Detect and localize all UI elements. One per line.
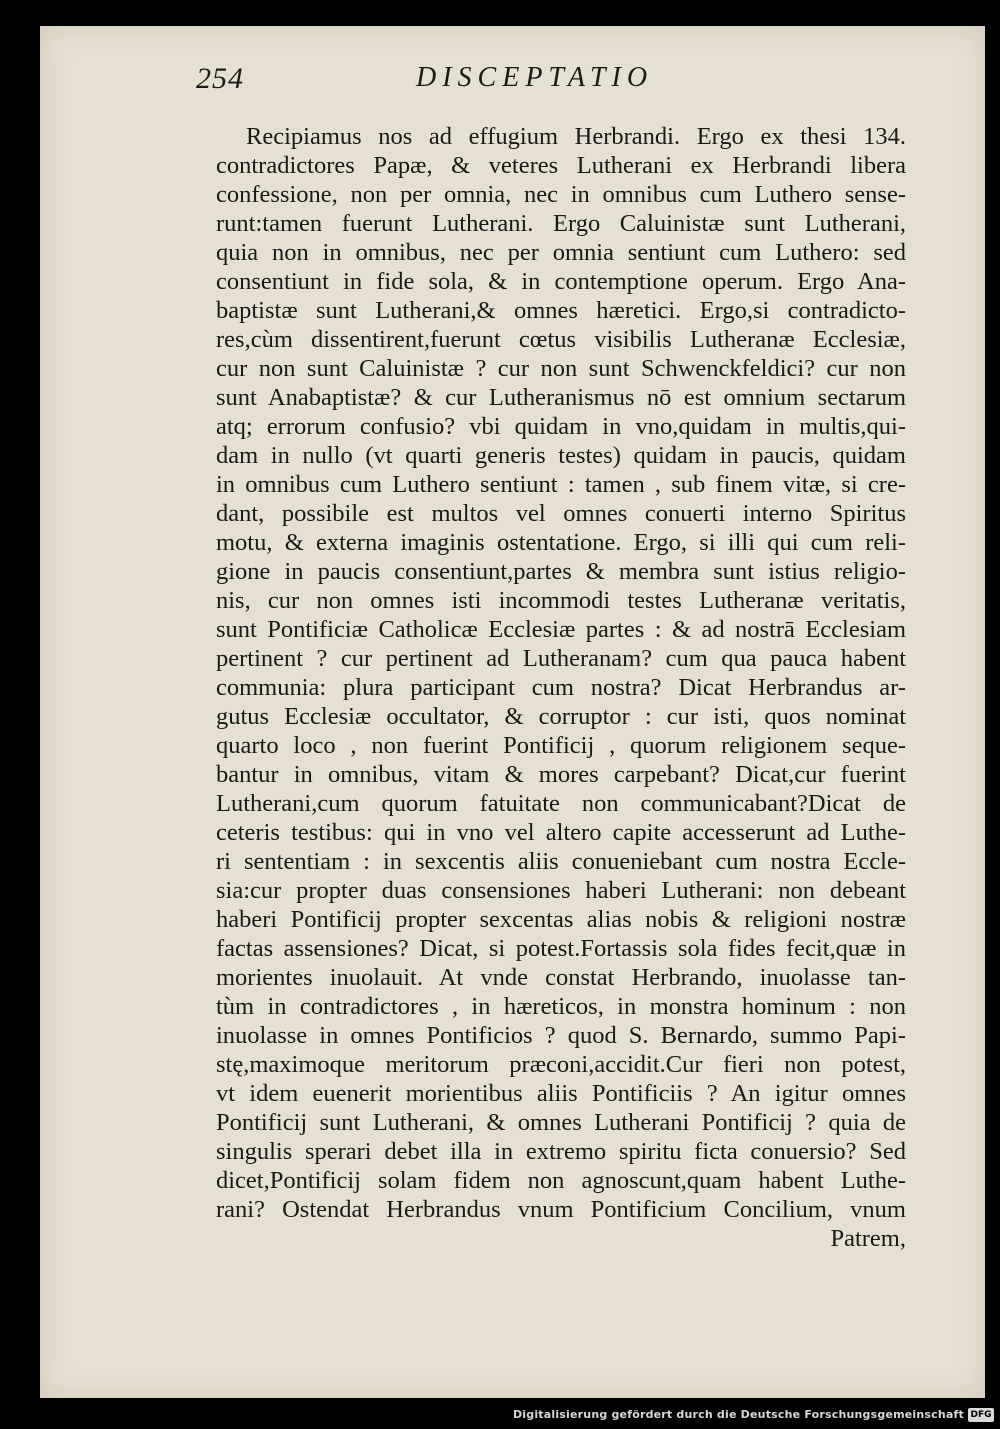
text-line: haberi Pontificij propter sexcentas alias nobis & religioni nostræ	[216, 906, 906, 933]
text-line: vt idem euenerit morientibus aliis Pontificiis ? An igitur omnes	[216, 1080, 906, 1107]
footer-credit: Digitalisierung gefördert durch die Deutsche Forschungsgemeinschaft	[512, 1408, 964, 1421]
text-line: sia:cur propter duas consensiones haberi Lutherani: non debeant	[216, 877, 906, 904]
text-line: quarto loco , non fuerint Pontificij , quorum religionem seque-	[216, 732, 906, 759]
text-line: atq; errorum confusio? vbi quidam in vno,quidam in multis,qui-	[216, 413, 906, 440]
text-line: runt:tamen fuerunt Lutherani. Ergo Caluinistæ sunt Lutherani,	[216, 210, 906, 237]
text-line: bantur in omnibus, vitam & mores carpebant? Dicat,cur fuerint	[216, 761, 906, 788]
text-line: cur non sunt Caluinistæ ? cur non sunt Schwenckfeldici? cur non	[216, 355, 906, 382]
dfg-logo-icon: DFG	[968, 1408, 994, 1422]
text-line: confessione, non per omnia, nec in omnibus cum Luthero sense-	[216, 181, 906, 208]
text-line: rani? Ostendat Herbrandus vnum Pontificium Concilium, vnum	[216, 1196, 906, 1223]
text-line: ri sententiam : in sexcentis aliis conueniebant cum nostra Eccle-	[216, 848, 906, 875]
text-line: inuolasse in omnes Pontificios ? quod S. Bernardo, summo Papi-	[216, 1022, 906, 1049]
text-line: dam in nullo (vt quarti generis testes) quidam in paucis, quidam	[216, 442, 906, 469]
text-line: nis, cur non omnes isti incommodi testes Lutheranæ veritatis,	[216, 587, 906, 614]
running-head: DISCEPTATIO	[416, 62, 654, 93]
text-line: res,cùm dissentirent,fuerunt cœtus visibilis Lutheranæ Ecclesiæ,	[216, 326, 906, 353]
text-line: Pontificij sunt Lutherani, & omnes Lutherani Pontificij ? quia de	[216, 1109, 906, 1136]
text-line: quia non in omnibus, nec per omnia sentiunt cum Luthero: sed	[216, 239, 906, 266]
text-line: sunt Pontificiæ Catholicæ Ecclesiæ partes : & ad nostrā Ecclesiam	[216, 616, 906, 643]
text-line: dicet,Pontificij solam fidem non agnoscunt,quam habent Luthe-	[216, 1167, 906, 1194]
text-line: ceteris testibus: qui in vno vel altero capite accesserunt ad Luthe-	[216, 819, 906, 846]
text-line: contradictores Papæ, & veteres Lutherani ex Herbrandi libera	[216, 152, 906, 179]
text-line: morientes inuolauit. At vnde constat Herbrando, inuolasse tan-	[216, 964, 906, 991]
text-line: stę,maximoque meritorum præconi,accidit.Cur fieri non potest,	[216, 1051, 906, 1078]
text-line: singulis sperari debet illa in extremo spiritu ficta conuersio? Sed	[216, 1138, 906, 1165]
page-number: 254	[196, 62, 244, 95]
text-line: consentiunt in fide sola, & in contemptione operum. Ergo Ana-	[216, 268, 906, 295]
text-line: dant, possibile est multos vel omnes conuerti interno Spiritus	[216, 500, 906, 527]
text-line: in omnibus cum Luthero sentiunt : tamen , sub finem vitæ, si cre-	[216, 471, 906, 498]
text-line: sunt Anabaptistæ? & cur Lutheranismus nō est omnium sectarum	[216, 384, 906, 411]
text-line: gione in paucis consentiunt,partes & membra sunt istius religio-	[216, 558, 906, 585]
text-line: Lutherani,cum quorum fatuitate non communicabant?Dicat de	[216, 790, 906, 817]
text-line: factas assensiones? Dicat, si potest.Fortassis sola fides fecit,quæ in	[216, 935, 906, 962]
text-line: Recipiamus nos ad effugium Herbrandi. Ergo ex thesi 134.	[246, 123, 906, 150]
text-line: gutus Ecclesiæ occultator, & corruptor : cur isti, quos nominat	[216, 703, 906, 730]
text-line: pertinent ? cur pertinent ad Lutheranam? cum qua pauca habent	[216, 645, 906, 672]
catchword: Patrem,	[830, 1225, 906, 1252]
text-line: baptistæ sunt Lutherani,& omnes hæretici. Ergo,si contradicto-	[216, 297, 906, 324]
text-line: communia: plura participant cum nostra? Dicat Herbrandus ar-	[216, 674, 906, 701]
text-line: tùm in contradictores , in hæreticos, in monstra hominum : non	[216, 993, 906, 1020]
footer-strip	[0, 1398, 1000, 1429]
text-line: motu, & externa imaginis ostentatione. Ergo, si illi qui cum reli-	[216, 529, 906, 556]
